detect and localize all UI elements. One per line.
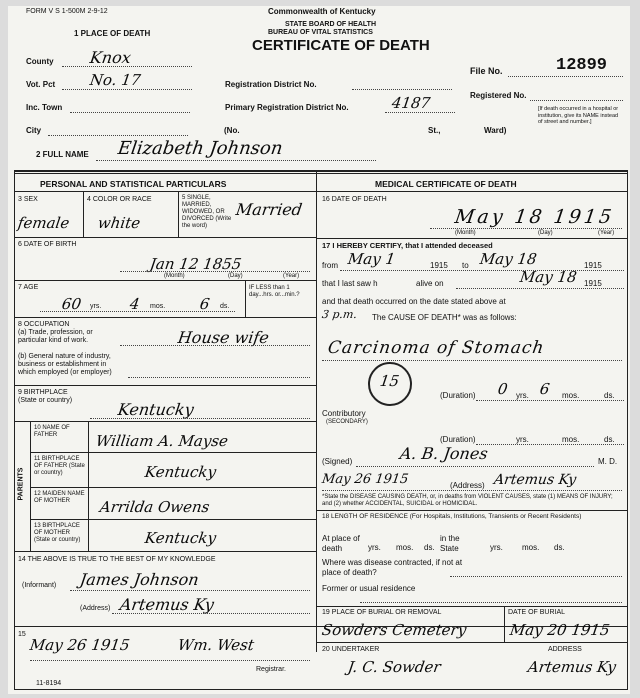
age-label: 7 AGE <box>18 284 39 291</box>
birth-date-label: 6 DATE OF BIRTH <box>18 241 77 248</box>
less-than-day-label: IF LESS than 1 day...hrs. or...min.? <box>249 285 300 298</box>
former-residence-label: Former or usual residence <box>322 584 416 593</box>
in-state-label: in the State <box>440 534 460 553</box>
contributory-label: Contributory <box>322 409 366 418</box>
occupation-trade-label: (a) Trade, profession, or particular kind of work. <box>18 329 93 344</box>
at-place-label: At place of death <box>322 534 360 553</box>
burial-place-value: Sowders Cemetery <box>320 621 468 639</box>
attended-from-year: 1915 <box>430 261 448 270</box>
file-no-label: File No. <box>470 66 503 76</box>
form-code: 11-8194 <box>36 680 62 687</box>
residence-label: 18 LENGTH OF RESIDENCE (For Hospitals, Institutions, Transients or Recent Residents) <box>322 513 582 520</box>
father-birthplace-label: 11 BIRTHPLACE OF FATHER (State or country) <box>34 456 85 476</box>
age-mos-label: mos. <box>150 303 166 310</box>
registrar-label: Registrar. <box>256 666 286 673</box>
sex-value: female <box>16 214 71 232</box>
occupation-value: House wife <box>176 328 271 347</box>
duration-months-value: 6 <box>538 380 551 398</box>
undertaker-address-label: ADDRESS <box>548 646 582 653</box>
place-of-death-label: 1 PLACE OF DEATH <box>74 29 151 38</box>
occupation-industry-label: (b) General nature of industry, business or establishment in which employed (or employer) <box>18 353 112 376</box>
mother-birthplace-label: 13 BIRTHPLACE OF MOTHER (State or country) <box>34 523 81 543</box>
cause-value: Carcinoma of Stomach <box>326 338 546 358</box>
bureau-label: BUREAU OF VITAL STATISTICS <box>268 29 373 36</box>
duration-label: (Duration) <box>440 391 476 400</box>
informant-label: (Informant) <box>22 582 57 589</box>
where-contracted-label: Where was disease contracted, if not at place of death? <box>322 558 463 577</box>
registration-district-label: Registration District No. <box>225 80 317 89</box>
age-ds-label: ds. <box>220 303 230 310</box>
primary-registration-label: Primary Registration District No. <box>225 103 349 112</box>
vot-pct-value: No. 17 <box>88 71 142 89</box>
father-name-value: William A. Mayse <box>94 432 230 450</box>
signed-label: (Signed) <box>322 457 353 466</box>
state-ds-label: ds. <box>554 543 565 552</box>
burial-date-label: DATE OF BURIAL <box>508 609 566 616</box>
undertaker-address-value: Artemus Ky <box>526 658 618 676</box>
state-yrs-label: yrs. <box>490 543 503 552</box>
full-name-label: 2 FULL NAME <box>36 150 89 159</box>
birth-day-label: (Day) <box>228 273 243 279</box>
full-name-value: Elizabeth Johnson <box>116 138 284 159</box>
form-number: FORM V S 1-500M 2-9-12 <box>26 8 108 15</box>
secondary-label: (SECONDARY) <box>326 419 368 425</box>
contributory-duration-label: (Duration) <box>440 435 476 444</box>
undertaker-value: J. C. Sowder <box>346 658 442 676</box>
duration-mos-label: mos. <box>562 391 580 400</box>
occupation-label: 8 OCCUPATION <box>18 321 70 328</box>
city-label: City <box>26 126 42 135</box>
physician-signature: A. B. Jones <box>398 444 490 463</box>
age-months-value: 4 <box>128 295 141 313</box>
age-yrs-label: yrs. <box>90 303 102 310</box>
contributory-mos-label: mos. <box>562 435 580 444</box>
death-month-label: (Month) <box>455 230 476 236</box>
mother-name-value: Arrilda Owens <box>98 498 211 516</box>
state-mos-label: mos. <box>522 543 540 552</box>
age-years-value: 60 <box>60 295 83 313</box>
mother-name-label: 12 MAIDEN NAME OF MOTHER <box>34 491 85 504</box>
sex-label: 3 SEX <box>18 196 38 203</box>
last-saw-value: May 18 <box>518 268 578 286</box>
county-label: County <box>26 57 54 66</box>
birth-month-label: (Month) <box>164 273 185 279</box>
undertaker-label: 20 UNDERTAKER <box>322 646 380 653</box>
father-name-label: 10 NAME OF FATHER <box>34 425 70 438</box>
st-label: St., <box>428 126 441 135</box>
commonwealth-label: Commonwealth of Kentucky <box>268 7 376 16</box>
county-value: Knox <box>88 48 133 67</box>
last-saw-label: that I last saw h <box>322 279 378 288</box>
death-date-label: 16 DATE OF DEATH <box>322 196 387 203</box>
duration-yrs-label: yrs. <box>516 391 529 400</box>
filed-label: 15 <box>18 631 26 638</box>
death-year-label: (Year) <box>598 230 615 236</box>
color-label: 4 COLOR OR RACE <box>87 196 152 203</box>
death-date-value: May 18 1915 <box>453 206 616 228</box>
birthplace-label: 9 BIRTHPLACE (State or country) <box>18 389 73 404</box>
filed-date-value: May 26 1915 <box>28 636 131 654</box>
burial-date-value: May 20 1915 <box>508 621 611 639</box>
physician-address-value: Artemus Ky <box>492 472 578 488</box>
parents-side-label: PARENTS <box>17 467 25 501</box>
burial-place-label: 19 PLACE OF BURIAL OR REMOVAL <box>322 609 442 616</box>
birth-date-value: Jan 12 1855 <box>148 255 243 273</box>
hospital-note: [If death occurred in a hospital or institution, give its NAME instead of street and number.] <box>538 106 619 125</box>
registered-no-label: Registered No. <box>470 91 527 100</box>
cause-footnote: *State the DISEASE CAUSING DEATH, or, in deaths from VIOLENT CAUSES, state (1) MEANS OF INJURY; and (2) whether ACCIDENTAL, SUICIDAL or HOMICIDAL. <box>322 494 613 507</box>
signed-date-value: May 26 1915 <box>320 472 410 487</box>
contributory-yrs-label: yrs. <box>516 435 529 444</box>
attended-to-label: to <box>462 261 469 270</box>
duration-years-value: 0 <box>496 380 509 398</box>
contributory-ds-label: ds. <box>604 435 615 444</box>
marital-label: 5 SINGLE, MARRIED, WIDOWED, OR DIVORCED (Write the word) <box>182 195 232 229</box>
physician-address-label: (Address) <box>450 481 485 490</box>
certificate-title: CERTIFICATE OF DEATH <box>252 37 430 54</box>
death-day-label: (Day) <box>538 230 553 236</box>
md-label: M. D. <box>598 457 618 466</box>
residence-mos-label: mos. <box>396 543 414 552</box>
death-occurred-label: and that death occurred on the date stated above at <box>322 297 506 306</box>
age-days-value: 6 <box>198 295 211 313</box>
birthplace-value: Kentucky <box>116 400 196 419</box>
informant-address-value: Artemus Ky <box>118 595 216 614</box>
attended-from-value: May 1 <box>346 250 397 268</box>
ward-label: Ward) <box>484 126 507 135</box>
attended-from-label: from <box>322 261 338 270</box>
registrar-value: Wm. West <box>176 636 256 654</box>
stamp-number: 15 <box>378 372 401 390</box>
residence-yrs-label: yrs. <box>368 543 381 552</box>
attended-to-value: May 18 <box>478 250 538 268</box>
mother-birthplace-value: Kentucky <box>143 529 218 547</box>
file-number: 12899 <box>556 56 608 75</box>
no-label: (No. <box>224 126 240 135</box>
attended-to-year: 1915 <box>584 261 602 270</box>
personal-heading: PERSONAL AND STATISTICAL PARTICULARS <box>40 179 227 189</box>
death-time-value: 3 p.m. <box>321 308 358 321</box>
father-birthplace-value: Kentucky <box>143 463 218 481</box>
inc-town-label: Inc. Town <box>26 103 63 112</box>
residence-ds-label: ds. <box>424 543 435 552</box>
informant-statement: 14 THE ABOVE IS TRUE TO THE BEST OF MY KNOWLEDGE <box>18 556 216 563</box>
last-saw-year: 1915 <box>584 279 602 288</box>
certify-label: 17 I HEREBY CERTIFY, that I attended deceased <box>322 241 493 250</box>
cause-label: The CAUSE OF DEATH* was as follows: <box>372 313 517 322</box>
birth-year-label: (Year) <box>283 273 300 279</box>
informant-address-label: (Address) <box>80 605 111 612</box>
vot-pct-label: Vot. Pct <box>26 80 56 89</box>
duration-ds-label: ds. <box>604 391 615 400</box>
state-board-label: STATE BOARD OF HEALTH <box>285 21 376 28</box>
alive-on-label: alive on <box>416 279 444 288</box>
primary-registration-value: 4187 <box>390 94 432 112</box>
marital-value: Married <box>234 200 304 219</box>
color-value: white <box>96 214 142 232</box>
informant-name-value: James Johnson <box>78 570 201 589</box>
medical-heading: MEDICAL CERTIFICATE OF DEATH <box>375 179 517 189</box>
